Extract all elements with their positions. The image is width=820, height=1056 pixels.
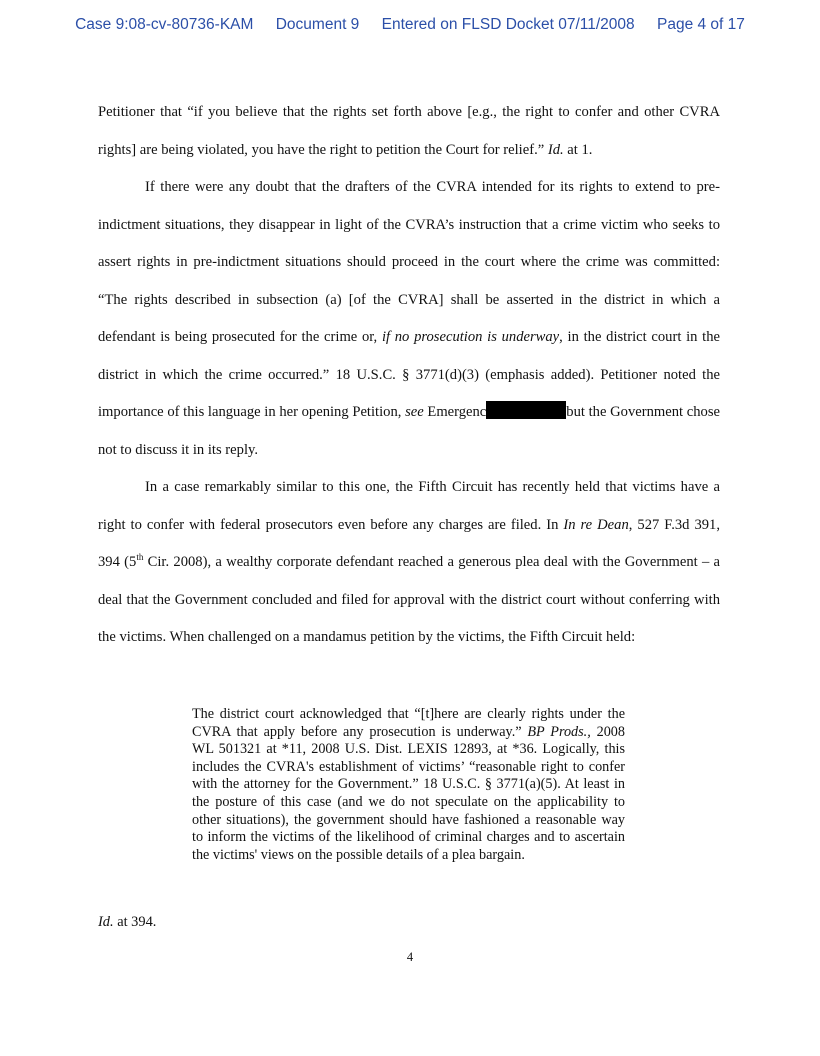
block-quote (192, 706, 625, 864)
paragraph-2-text-cont2: Emergenc (423, 404, 487, 420)
paragraph-3-text-end: Cir. 2008), a wealthy corporate defendant reached a generous plea deal with the Government – a deal that the Government concluded and filed for approval with the district court without conferring with the victims. When challenged on a mandamus petition by the victims, the Fifth Circuit held: (98, 554, 721, 645)
paragraph-2-text-cont: , in the district court in the district in which the crime occurred.” 18 U.S.C. § 3771(d)(3) (emphasis added). Petitioner noted the importance of this language in her opening Petition, (98, 329, 721, 420)
body-text (98, 94, 720, 657)
paragraph-3-text-cont: , 527 F.3d 391, 394 (5 (98, 516, 720, 570)
paragraph-3 (98, 469, 720, 657)
paragraph-2-text: If there were any doubt that the drafters of the CVRA intended for its rights to extend to pre-indictment situations, they disappear in light of the CVRA’s instruction that a crime victim who seeks to assert rights in pre-indictment situations should proceed in the court where the crime was committed: “The rights described in subsection (a) [of the CVRA] shall be asserted in the district in which a defendant is being prosecuted for the crime or, (98, 179, 720, 345)
paragraph-1-text: Petitioner that “if you believe that the rights set forth above [e.g., the right to confer and other CVRA rights] are being violated, you have the right to petition the Court for relief.” (98, 104, 720, 158)
redaction-box (486, 401, 566, 419)
quote-case-name: BP Prods., (527, 723, 591, 740)
paragraph-3-text: In a case remarkably similar to this one, the Fifth Circuit has recently held that victims have a right to confer with federal prosecutors even before any charges are filed. In (98, 479, 720, 533)
quote-text-end: 2008 WL 501321 at *11, 2008 U.S. Dist. LEXIS 12893, at *36. Logically, this includes the CVRA's establishment of victims’ “reasonable right to confer with the attorney for the Government.” 18 U.S.C. § 3771(a)(5). At least in the posture of this case (and we do not speculate on the applicability to other situations), the government should have fashioned a reasonable way to inform the victims of the likelihood of criminal charges and to ascertain the victims' views on the possible details of a plea bargain. (192, 723, 625, 863)
case-name: In re Dean (563, 516, 629, 533)
header-document: Document 9 (275, 16, 360, 33)
page-number: 4 (406, 950, 414, 964)
citation (98, 914, 156, 931)
quote-text: The district court acknowledged that “[t]here are clearly rights under the CVRA that apply before any prosecution is underway.” (192, 706, 625, 740)
paragraph-2 (98, 169, 720, 469)
citation-page: at 394. (113, 914, 157, 930)
emphasis-text: if no prosecution is underway (381, 329, 560, 345)
header-case-number: Case 9:08-cv-80736-KAM (75, 16, 254, 33)
id-citation: Id. (547, 141, 564, 158)
header-entered: Entered on FLSD Docket 07/11/2008 (381, 16, 635, 33)
header-page: Page 4 of 17 (656, 16, 745, 33)
citation-id: Id. (98, 914, 114, 930)
paragraph-2-text-end: but the Government chose not to discuss it in its reply. (98, 404, 720, 458)
block-quote-text (192, 706, 625, 864)
docket-header (0, 16, 820, 34)
paragraph-1-text-end: at 1. (563, 141, 593, 158)
paragraph-1 (98, 94, 720, 169)
ordinal-superscript: th (136, 552, 144, 563)
see-signal: see (405, 404, 424, 420)
